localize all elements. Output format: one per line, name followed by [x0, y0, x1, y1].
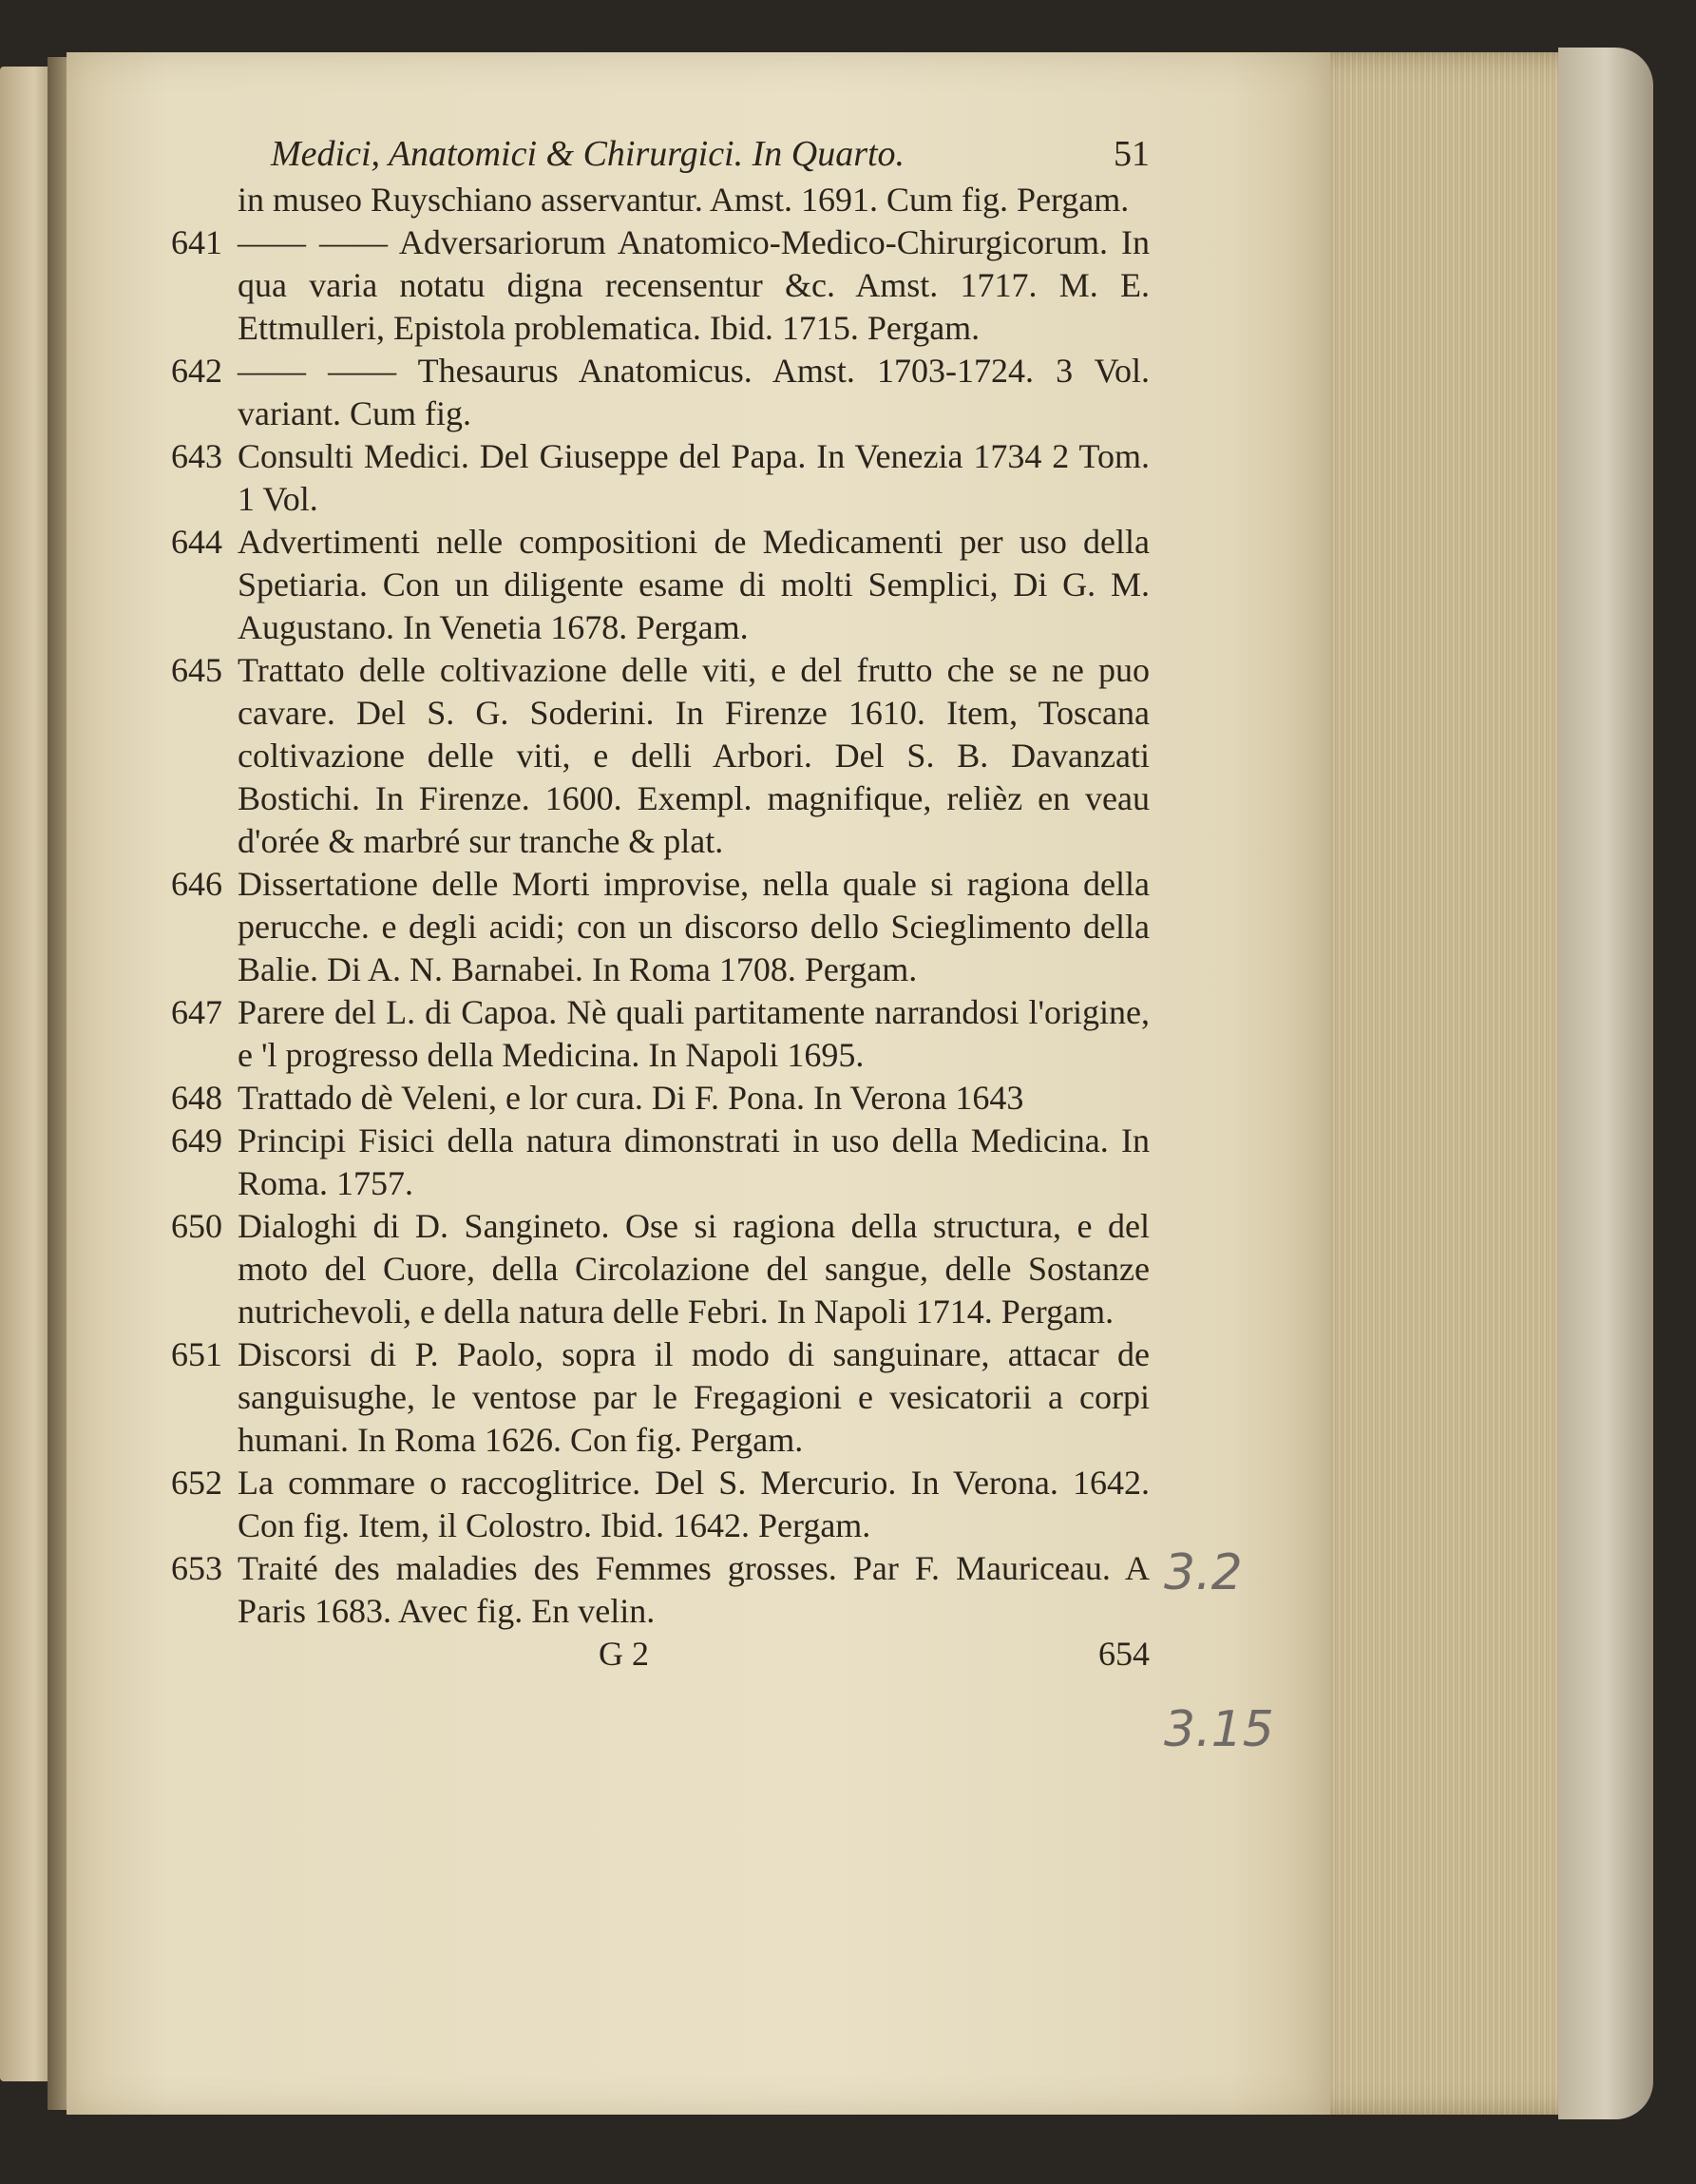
entry-number: 644	[171, 523, 222, 561]
entry-number: 648	[171, 1079, 222, 1117]
continuation-text: in museo Ruyschiano asservantur. Amst. 1691. Cum fig. Pergam.	[238, 181, 1130, 219]
catalogue-entry	[171, 1333, 1150, 1462]
entry-text: Discorsi di P. Paolo, sopra il modo di sanguinare, attacar de sanguisughe, le ventose par le Fregagioni e vesicatorii a corpi humani. In Roma 1626. Con fig. Pergam.	[238, 1335, 1150, 1459]
entry-number: 641	[171, 223, 222, 261]
entry-text: Traité des maladies des Femmes grosses. Par F. Mauriceau. A Paris 1683. Avec fig. En velin.	[238, 1549, 1150, 1630]
entry-text: —— —— Thesaurus Anatomicus. Amst. 1703-1724. 3 Vol. variant. Cum fig.	[238, 352, 1150, 432]
entry-text: Dissertatione delle Morti improvise, nella quale si ragiona della perucche. e degli acidi; con un discorso dello Scieglimento della Balie. Di A. N. Barnabei. In Roma 1708. Pergam.	[238, 865, 1150, 988]
catalogue-entry	[171, 221, 1150, 350]
running-title: Medici, Anatomici & Chirurgici. In Quarto.	[271, 134, 905, 174]
entry-number: 650	[171, 1207, 222, 1245]
entry-text: —— —— Adversariorum Anatomico-Medico-Chirurgicorum. In qua varia notatu digna recensentur &c. Amst. 1717. M. E. Ettmulleri, Epistola problematica. Ibid. 1715. Pergam.	[238, 223, 1150, 347]
catalogue-entry	[171, 350, 1150, 435]
catchword: 654	[1098, 1635, 1150, 1673]
catalogue-entry	[171, 863, 1150, 991]
fore-edge	[1558, 48, 1653, 2119]
catalogue-entry	[171, 1205, 1150, 1333]
entry-number: 651	[171, 1335, 222, 1373]
entry-text: Dialoghi di D. Sangineto. Ose si ragiona della structura, e del moto del Cuore, della Circolazione del sangue, delle Sostanze nutrichevoli, e della natura delle Febri. In Napoli 1714. Pergam.	[238, 1207, 1150, 1331]
catalogue-entry	[171, 1077, 1150, 1120]
entry-text: Trattato delle coltivazione delle viti, e del frutto che se ne puo cavare. Del S. G. Soderini. In Firenze 1610. Item, Toscana coltivazione delle viti, e delli Arbori. Del S. B. Davanzati Bostichi. In Firenze. 1600. Exempl. magnifique, relièz en veau d'orée & marbré sur tranche & plat.	[238, 651, 1150, 860]
entry-number: 643	[171, 437, 222, 475]
entry-number: 647	[171, 993, 222, 1031]
entry-text: Principi Fisici della natura dimonstrati in uso della Medicina. In Roma. 1757.	[238, 1121, 1150, 1202]
entry-text: La commare o raccoglitrice. Del S. Mercurio. In Verona. 1642. Con fig. Item, il Colostro. Ibid. 1642. Pergam.	[238, 1464, 1150, 1544]
catalogue-entry	[171, 649, 1150, 863]
entry-number: 649	[171, 1121, 222, 1159]
entry-number: 653	[171, 1549, 222, 1587]
running-head	[271, 133, 1150, 175]
entry-number: 646	[171, 865, 222, 903]
catalogue-entry	[171, 1462, 1150, 1547]
catalogue-entry	[171, 435, 1150, 521]
entry-text: Trattado dè Veleni, e lor cura. Di F. Pona. In Verona 1643	[238, 1079, 1024, 1117]
page-number: 51	[1114, 134, 1150, 174]
entry-text: Parere del L. di Capoa. Nè quali partitamente narrandosi l'origine, e 'l progresso della Medicina. In Napoli 1695.	[238, 993, 1150, 1074]
catalogue-entry	[171, 991, 1150, 1077]
entry-number: 645	[171, 651, 222, 689]
entry-text: Consulti Medici. Del Giuseppe del Papa. In Venezia 1734 2 Tom. 1 Vol.	[238, 437, 1150, 518]
pencil-annotation: 3.15	[1164, 1701, 1274, 1758]
catalogue-entries	[171, 221, 1150, 1633]
entry-number: 642	[171, 352, 222, 390]
catalogue-entry	[171, 521, 1150, 649]
page-content	[171, 133, 1150, 1676]
signature-mark: G 2	[599, 1635, 649, 1673]
entry-number: 652	[171, 1464, 222, 1502]
catalogue-entry	[171, 1120, 1150, 1205]
pencil-annotation: 3.2	[1164, 1544, 1243, 1601]
page-footer	[238, 1633, 1150, 1676]
catalogue-entry	[171, 1547, 1150, 1633]
entry-text: Advertimenti nelle compositioni de Medicamenti per uso della Spetiaria. Con un diligente esame di molti Semplici, Di G. M. Augustano. In Venetia 1678. Pergam.	[238, 523, 1150, 646]
